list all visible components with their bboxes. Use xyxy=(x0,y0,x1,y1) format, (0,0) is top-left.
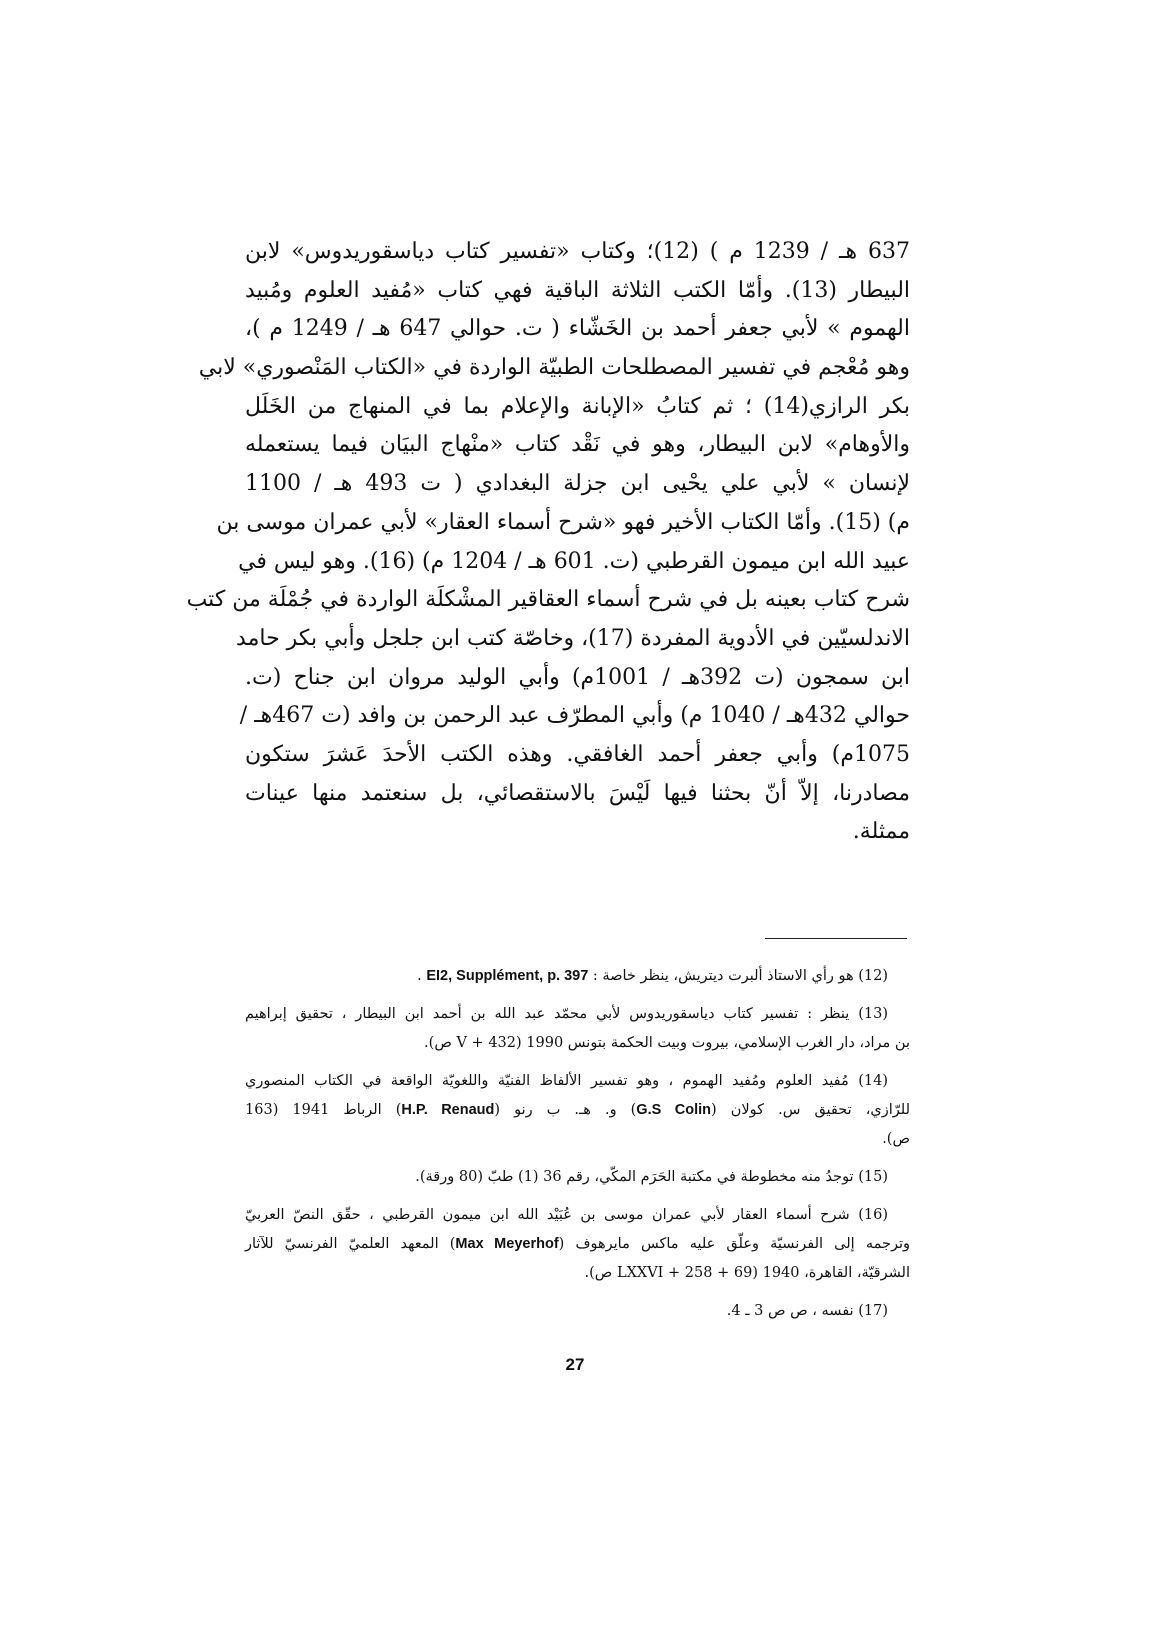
footnote-line: (16) شرح أسماء العقار لأبي عمران موسى بن عُبَيْد الله ابن ميمون القرطبي ، حقّق النصّ العربيّ xyxy=(245,1207,888,1223)
footnote-separator xyxy=(765,938,907,939)
body-line: الهموم » لأبي جعفر أحمد بن الخَشّاء ( ت. حوالي 647 هـ / 1249 م )، xyxy=(245,316,910,342)
page-number: 27 xyxy=(565,1355,585,1374)
footnote-12 xyxy=(245,962,910,991)
footnote-reference: EI2, Supplément, p. 397 xyxy=(426,968,589,984)
footnote-reference: H.P. Renaud xyxy=(401,1102,495,1118)
footnote-15 xyxy=(245,1163,910,1192)
footnote-line: (14) مُفيد العلوم ومُفيد الهموم ، وهو تفسير الألفاظ الفنيّة واللغويّة الواقعة في الكتاب المنصوري xyxy=(245,1073,888,1089)
body-line: البيطار (13). وأمّا الكتب الثلاثة الباقية فهي كتاب «مُفيد العلوم ومُبيد xyxy=(245,277,911,303)
body-line: شرح كتاب بعينه بل في شرح أسماء العقاقير المشْكلَة الواردة في جُمْلَة من كتب xyxy=(186,587,910,613)
body-line: والأوهام» لابن البيطار، وهو في نَقْد كتاب «منْهاج البيَان فيما يستعمله xyxy=(245,432,911,458)
footnote-17 xyxy=(245,1297,910,1326)
body-line: الاندلسيّين في الأدوية المفردة (17)، وخاصّة كتب ابن جلجل وأبي بكر حامد xyxy=(236,625,910,651)
body-line: بكر الرازي(14) ؛ ثم كتابُ «الإبانة والإعلام بما في المنهاج من الخَلَل xyxy=(245,393,910,419)
body-line: ابن سمجون (ت 392هـ / 1001م) وأبي الوليد مروان ابن جناح (ت. xyxy=(245,664,910,690)
footnote-text: للرّازي، تحقيق س. كولان ( xyxy=(711,1102,910,1118)
footnote-line: (15) توجدُ منه مخطوطة في مكتبة الحَرَم المكّي، رقم 36 (1) طبّ (80 ورقة). xyxy=(415,1169,888,1185)
body-line: 1075م) وأبي جعفر أحمد الغافقي. وهذه الكتب الأحدَ عَشرَ ستكون xyxy=(245,741,910,767)
main-text-block xyxy=(186,233,911,852)
footnote-text: ) المعهد العلميّ الفرنسيّ للآثار xyxy=(245,1236,456,1252)
footnote-14 xyxy=(245,1067,910,1154)
footnote-line: الشرقيّة، القاهرة، 1940 (69 + 258 + LXXVI ص). xyxy=(584,1265,910,1281)
body-line: ممثلة. xyxy=(852,819,910,845)
footnote-line xyxy=(245,1096,910,1125)
footnote-13 xyxy=(245,1000,910,1058)
footnote-text: ) الرباط 1941 (163 xyxy=(245,1102,402,1118)
footnote-reference: G.S Colin xyxy=(636,1102,711,1118)
body-line: مصادرنا، إلاّ أنّ بحثنا فيها لَيْسَ بالاستقصائي، بل سنعتمد منها عينات xyxy=(245,780,910,806)
footnote-line xyxy=(245,1230,910,1259)
footnote-line: ص). xyxy=(882,1131,910,1147)
body-line: حوالي 432هـ / 1040 م) وأبي المطرّف عبد الرحمن بن وافد (ت 467هـ / xyxy=(239,703,910,729)
footnote-line: بن مراد، دار الغرب الإسلامي، بيروت وبيت الحكمة بتونس 1990 (432 + V ص). xyxy=(424,1035,910,1051)
body-line: م) (15). وأمّا الكتاب الأخير فهو «شرح أسماء العقار» لأبي عمران موسى بن xyxy=(216,509,910,535)
footnote-reference: Max Meyerhof xyxy=(455,1236,559,1252)
body-line: وهو مُعْجم في تفسير المصطلحات الطبيّة الواردة في «الكتاب المَنْصوري» لابي xyxy=(198,355,910,381)
body-line: 637 هـ / 1239 م ) (12)؛ وكتاب «تفسير كتاب دياسقوريدوس» لابن xyxy=(245,239,910,264)
footnote-line: (17) نفسه ، ص ص 3 ـ 4. xyxy=(726,1303,888,1319)
footnote-line: (13) ينظر : تفسير كتاب دياسقوريدوس لأبي محمّد عبد الله بن أحمد ابن البيطار ، تحقيق إبراهيم xyxy=(245,1006,888,1022)
footnote-text: ) و. هـ. ب رنو ( xyxy=(494,1102,637,1118)
footnote-16 xyxy=(245,1201,910,1288)
body-line: لإنسان » لأبي علي يحْيى ابن جزلة البغدادي ( ت 493 هـ / 1100 xyxy=(245,471,910,497)
footnotes-block xyxy=(245,962,910,1335)
footnote-text: وترجمه إلى الفرنسيّة وعلّق عليه ماكس مايرهوف ( xyxy=(558,1236,910,1252)
body-line: عبيد الله ابن ميمون القرطبي (ت. 601 هـ / 1204 م) (16). وهو ليس في xyxy=(238,548,910,574)
footnote-line xyxy=(245,962,910,991)
footnote-text: . xyxy=(417,968,422,984)
footnote-text: (12) هو رأي الاستاذ ألبرت ديتريش، ينظر خاصة : xyxy=(592,968,888,984)
